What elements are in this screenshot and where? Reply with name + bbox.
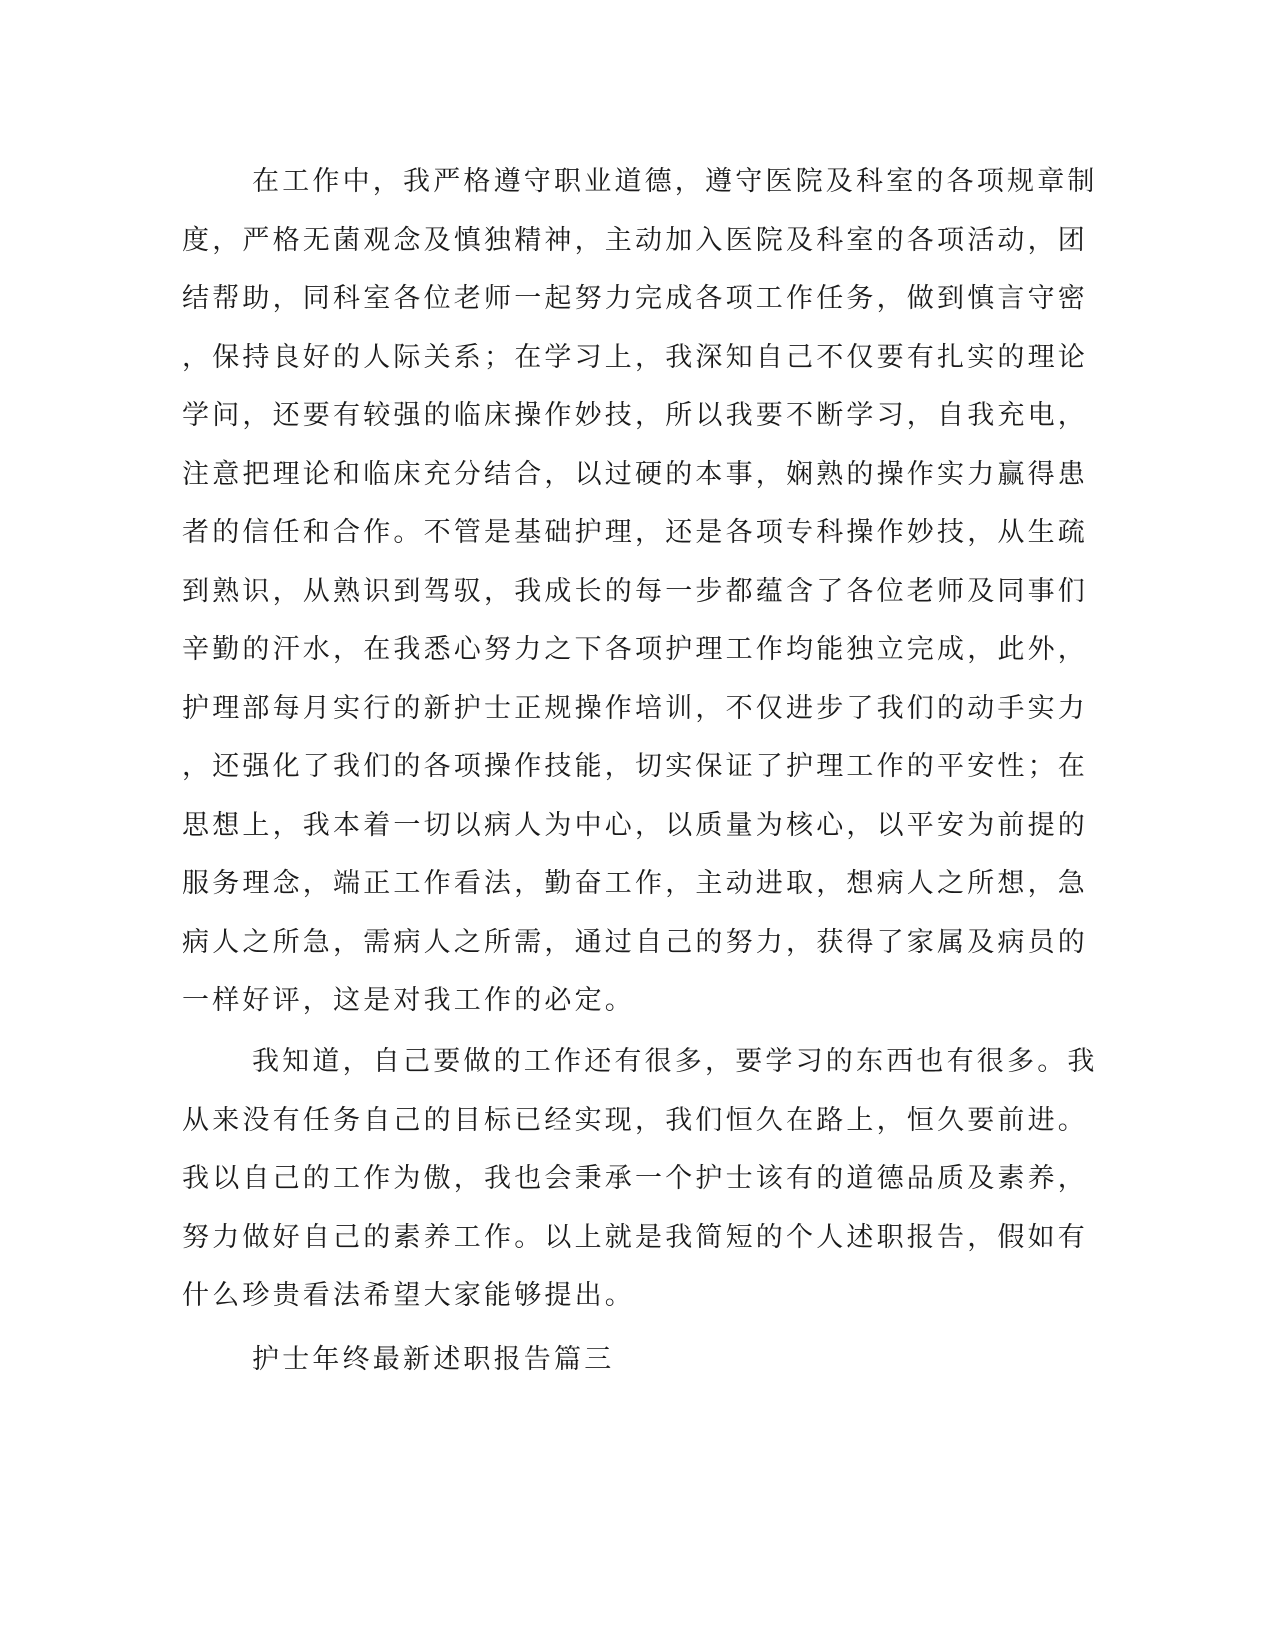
text-line: 学问，还要有较强的临床操作妙技，所以我要不断学习，自我充电， xyxy=(182,400,1088,431)
text-line: 注意把理论和临床充分结合，以过硬的本事，娴熟的操作实力赢得患 xyxy=(182,459,1088,490)
text-line: 什么珍贵看法希望大家能够提出。 xyxy=(182,1280,635,1311)
text-line: 思想上，我本着一切以病人为中心，以质量为核心，以平安为前提的 xyxy=(182,810,1088,841)
text-line: 护理部每月实行的新护士正规操作培训，不仅进步了我们的动手实力 xyxy=(182,693,1088,724)
text-line: 结帮助，同科室各位老师一起努力完成各项工作任务，做到慎言守密 xyxy=(182,283,1088,314)
text-line: 病人之所急，需病人之所需，通过自己的努力，获得了家属及病员的 xyxy=(182,927,1088,958)
text-line: ，保持良好的人际关系；在学习上，我深知自己不仅要有扎实的理论 xyxy=(182,342,1088,373)
text-line: 度，严格无菌观念及慎独精神，主动加入医院及科室的各项活动，团 xyxy=(182,225,1088,256)
text-line: 在工作中，我严格遵守职业道德，遵守医院及科室的各项规章制 xyxy=(252,166,1098,197)
text-line: 我知道，自己要做的工作还有很多，要学习的东西也有很多。我 xyxy=(252,1046,1098,1077)
section-heading: 护士年终最新述职报告篇三 xyxy=(252,1344,615,1375)
text-line: 努力做好自己的素养工作。以上就是我简短的个人述职报告，假如有 xyxy=(182,1222,1088,1253)
text-line: 从来没有任务自己的目标已经实现，我们恒久在路上，恒久要前进。 xyxy=(182,1105,1088,1136)
text-line: 辛勤的汗水，在我悉心努力之下各项护理工作均能独立完成，此外， xyxy=(182,634,1088,665)
text-line: 我以自己的工作为傲，我也会秉承一个护士该有的道德品质及素养， xyxy=(182,1163,1088,1194)
text-line: ，还强化了我们的各项操作技能，切实保证了护理工作的平安性；在 xyxy=(182,751,1088,782)
text-line: 一样好评，这是对我工作的必定。 xyxy=(182,985,635,1016)
text-line: 到熟识，从熟识到驾驭，我成长的每一步都蕴含了各位老师及同事们 xyxy=(182,576,1088,607)
text-line: 服务理念，端正工作看法，勤奋工作，主动进取，想病人之所想，急 xyxy=(182,868,1088,899)
text-line: 者的信任和合作。不管是基础护理，还是各项专科操作妙技，从生疏 xyxy=(182,517,1088,548)
